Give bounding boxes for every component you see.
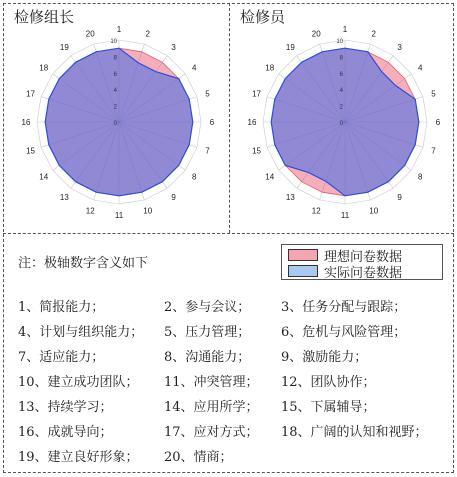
axis-label: 4 — [192, 63, 197, 73]
axis-meaning-item: 14、应用所学； — [164, 400, 259, 415]
radial-tick-label: 4 — [339, 88, 343, 95]
radial-tick-label: 0 — [113, 121, 117, 127]
axis-meaning-item: 5、压力管理； — [164, 325, 251, 340]
radial-tick-label: 2 — [113, 104, 117, 111]
axis-meaning-item: 9、激励能力； — [281, 350, 368, 365]
legend-label-ideal: 理想问卷数据 — [324, 249, 403, 265]
axis-label: 15 — [252, 146, 262, 156]
axis-meaning-item: 19、建立良好形象； — [18, 450, 139, 465]
axis-meaning-item: 2、参与会议； — [164, 300, 251, 315]
radial-tick-label: 2 — [339, 104, 343, 111]
legend-swatch-actual — [288, 265, 318, 277]
axis-label: 8 — [418, 172, 423, 182]
radial-tick-label: 4 — [113, 88, 117, 95]
axis-label: 17 — [252, 89, 262, 99]
axis-meaning-item: 17、应对方式； — [164, 425, 259, 440]
axis-label: 20 — [311, 29, 321, 39]
axis-label: 6 — [209, 118, 215, 127]
radar-chart-right — [232, 22, 457, 232]
axis-meaning-item: 7、适应能力； — [18, 350, 105, 365]
axis-meaning-item: 12、团队协作； — [281, 375, 376, 390]
axis-meaning-item: 11、冲突管理； — [164, 375, 259, 390]
axis-label: 18 — [39, 63, 49, 73]
radial-tick-label: 8 — [113, 55, 117, 62]
axis-label: 10 — [143, 206, 153, 216]
axis-meaning-item: 8、沟通能力； — [164, 350, 251, 365]
axis-label: 8 — [192, 172, 197, 182]
legend-item-actual — [288, 263, 402, 279]
legend — [281, 244, 443, 280]
axis-label: 16 — [21, 118, 31, 127]
axis-meaning-item: 20、情商； — [164, 450, 233, 465]
axis-meaning-item: 10、建立成功团队； — [18, 375, 139, 390]
axis-meaning-item: 16、成就导向； — [18, 425, 113, 440]
right-panel-title: 检修员 — [240, 8, 286, 26]
axis-meaning-item: 6、危机与风险管理； — [281, 325, 407, 340]
axis-label: 20 — [85, 29, 95, 39]
axis-label: 4 — [418, 63, 423, 73]
axis-label: 14 — [265, 172, 275, 182]
axis-meaning-item: 15、下属辅导； — [281, 400, 376, 415]
axis-label: 3 — [171, 42, 176, 52]
axis-label: 16 — [247, 118, 257, 127]
radial-tick-label: 10 — [110, 39, 117, 45]
axis-label: 9 — [171, 193, 176, 203]
panel-divider-horizontal — [3, 233, 454, 234]
axis-label: 11 — [114, 211, 124, 220]
note-text: 注：极轴数字含义如下 — [18, 256, 149, 271]
axis-meaning-item: 1、简报能力； — [18, 300, 105, 315]
axis-label: 19 — [285, 42, 295, 52]
axis-meaning-item: 4、计划与组织能力； — [18, 325, 144, 340]
radial-tick-label: 6 — [113, 71, 117, 78]
radar-chart-left — [6, 22, 232, 232]
axis-label: 7 — [431, 146, 436, 156]
axis-label: 2 — [145, 29, 150, 39]
radial-tick-label: 8 — [339, 55, 343, 62]
axis-label: 1 — [116, 25, 122, 34]
legend-swatch-ideal — [288, 249, 318, 261]
radial-tick-label: 0 — [339, 121, 343, 127]
axis-label: 12 — [311, 206, 321, 216]
legend-label-actual: 实际问卷数据 — [324, 265, 403, 281]
axis-label: 7 — [205, 146, 210, 156]
radial-tick-label: 10 — [336, 39, 343, 45]
axis-label: 13 — [59, 193, 69, 203]
axis-label: 6 — [435, 118, 441, 127]
axis-label: 18 — [265, 63, 275, 73]
axis-label: 15 — [26, 146, 36, 156]
axis-meaning-item: 3、任务分配与跟踪； — [281, 300, 407, 315]
radial-tick-label: 6 — [339, 71, 343, 78]
axis-label: 14 — [39, 172, 49, 182]
axis-meaning-item: 18、广阔的认知和视野； — [281, 425, 428, 440]
axis-label: 2 — [371, 29, 376, 39]
left-panel-title: 检修组长 — [14, 8, 75, 26]
axis-label: 17 — [26, 89, 36, 99]
axis-label: 5 — [205, 89, 210, 99]
axis-label: 10 — [369, 206, 379, 216]
axis-label: 5 — [431, 89, 436, 99]
axis-label: 12 — [85, 206, 95, 216]
axis-label: 1 — [342, 25, 348, 34]
axis-label: 13 — [285, 193, 295, 203]
axis-label: 9 — [397, 193, 402, 203]
axis-label: 19 — [59, 42, 69, 52]
axis-meaning-item: 13、持续学习； — [18, 400, 113, 415]
axis-label: 11 — [340, 211, 350, 220]
axis-label: 3 — [397, 42, 402, 52]
